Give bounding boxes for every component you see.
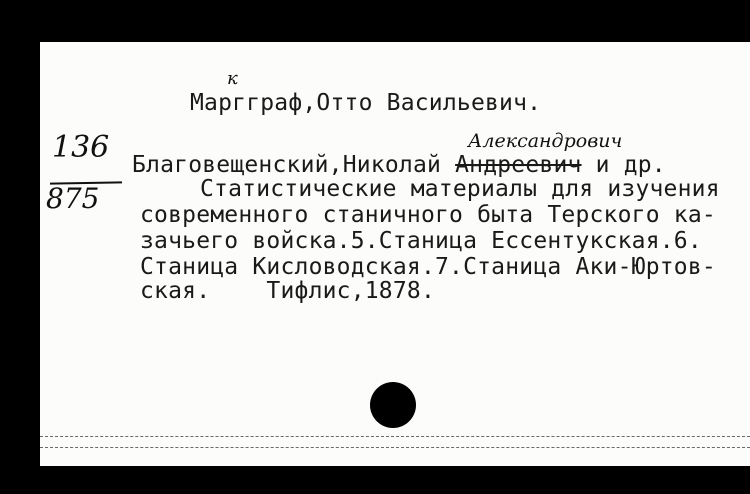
card-dashed-rule-top — [40, 436, 750, 437]
card-heading: Маргграф,Отто Васильевич. — [190, 90, 542, 116]
card-line-title-3: зачьего войска.5.Станица Ессентукская.6. — [140, 228, 702, 254]
author-tail: и др. — [595, 152, 666, 178]
card-line-title-1: Статистические материалы для изучения — [200, 176, 720, 202]
struck-patronymic: Андреевич — [455, 152, 582, 178]
author-name: Благовещенский,Николай — [132, 152, 442, 178]
card-line-title-4: Станица Кисловодская.7.Станица Аки-Юртов- — [140, 254, 716, 280]
shelfmark-top: 136 — [52, 130, 110, 165]
card-line-imprint: ская. Тифлис,1878. — [140, 278, 435, 304]
catalog-card — [40, 42, 750, 466]
card-dashed-rule-bottom — [40, 447, 750, 448]
handwritten-patronymic-correction: Александрович — [468, 130, 623, 152]
card-line-title-2: современного станичного быта Терского ка- — [140, 202, 716, 228]
handwritten-correction-k: к — [227, 68, 238, 89]
shelfmark-bottom: 875 — [46, 182, 100, 215]
card-punch-hole — [370, 382, 416, 428]
card-line-author — [132, 152, 666, 178]
